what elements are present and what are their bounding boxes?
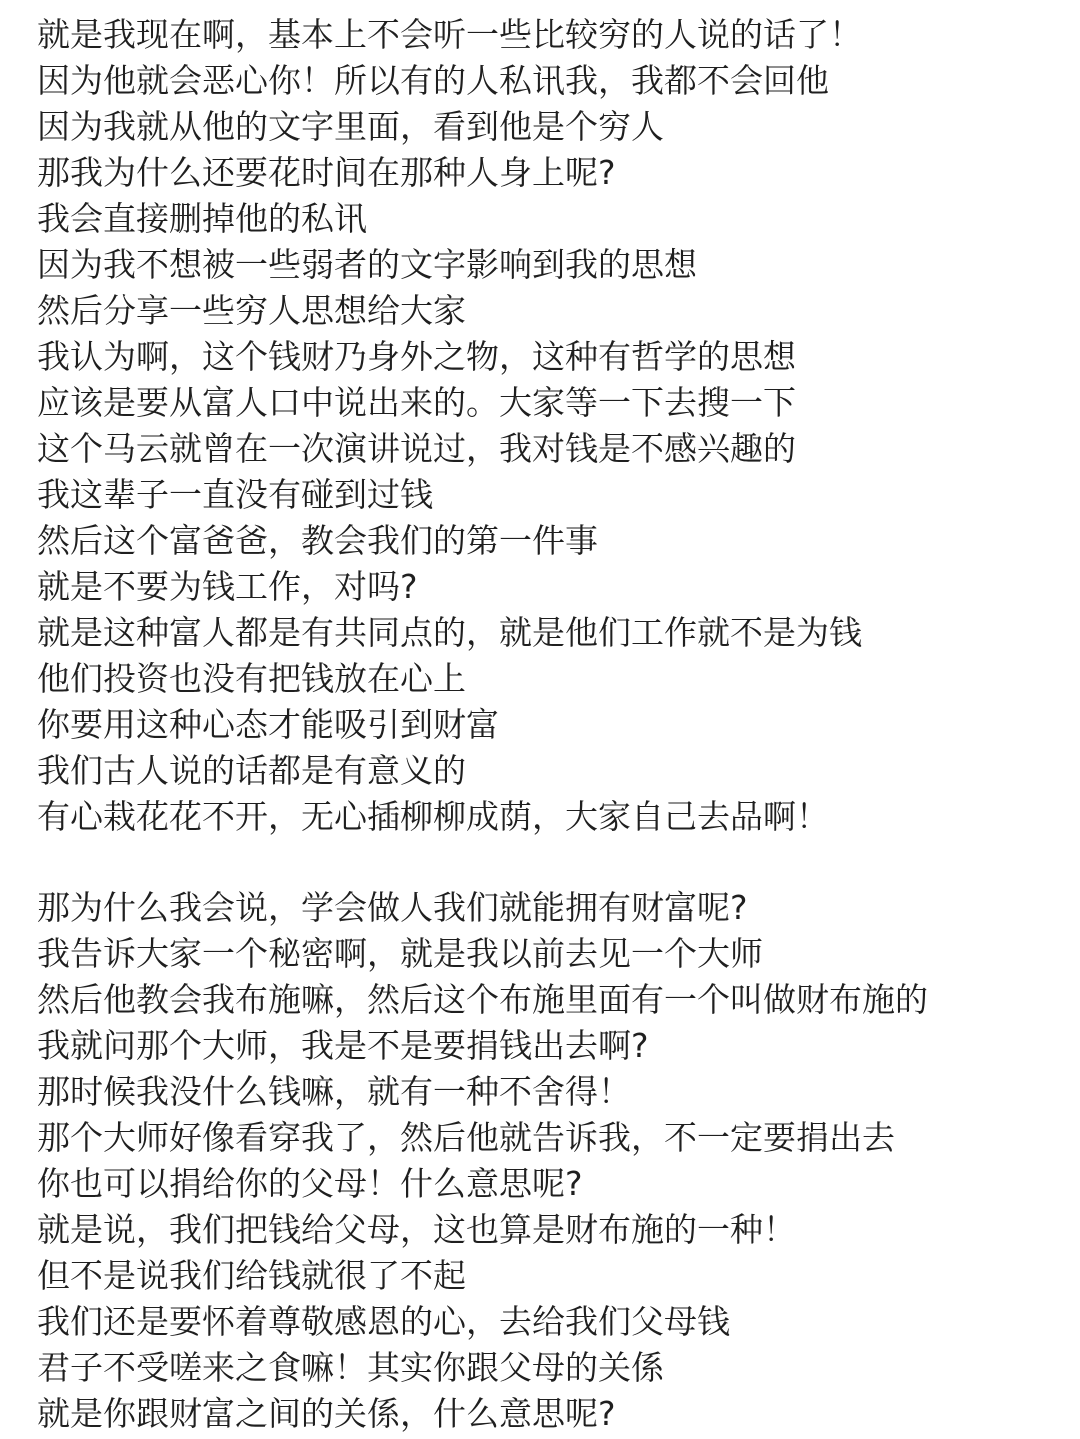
- text-line: 你要用这种心态才能吸引到财富: [37, 705, 499, 744]
- text-line: 那我为什么还要花时间在那种人身上呢?: [37, 153, 616, 192]
- text-line: 君子不受嗟来之食嘛！其实你跟父母的关係: [37, 1348, 664, 1387]
- text-line: 我认为啊，这个钱财乃身外之物，这种有哲学的思想: [37, 337, 796, 376]
- text-line: 就是说，我们把钱给父母，这也算是财布施的一种！: [37, 1210, 796, 1249]
- paragraph-gap: [37, 840, 1067, 885]
- paragraph-2: [37, 885, 1067, 1437]
- text-line: 我告诉大家一个秘密啊，就是我以前去见一个大师: [37, 934, 763, 973]
- text-line: 那时候我没什么钱嘛，就有一种不舍得！: [37, 1072, 631, 1111]
- text-line: 这个马云就曾在一次演讲说过，我对钱是不感兴趣的: [37, 429, 796, 468]
- text-line: 然后他教会我布施嘛，然后这个布施里面有一个叫做财布施的: [37, 980, 928, 1019]
- text-line: 我们古人说的话都是有意义的: [37, 751, 466, 790]
- text-line: 有心栽花花不开，无心插柳柳成荫，大家自己去品啊！: [37, 797, 829, 836]
- text-line: 你也可以捐给你的父母！什么意思呢?: [37, 1164, 583, 1203]
- text-line: 因为我就从他的文字里面，看到他是个穷人: [37, 107, 664, 146]
- text-line: 我就问那个大师，我是不是要捐钱出去啊?: [37, 1026, 649, 1065]
- text-line: 就是这种富人都是有共同点的，就是他们工作就不是为钱: [37, 613, 862, 652]
- text-line: 就是你跟财富之间的关係，什么意思呢?: [37, 1394, 616, 1433]
- text-line: 我这辈子一直没有碰到过钱: [37, 475, 433, 514]
- text-line: 那个大师好像看穿我了，然后他就告诉我，不一定要捐出去: [37, 1118, 895, 1157]
- text-line: 因为我不想被一些弱者的文字影响到我的思想: [37, 245, 697, 284]
- text-line: 我们还是要怀着尊敬感恩的心，去给我们父母钱: [37, 1302, 730, 1341]
- text-line: 那为什么我会说，学会做人我们就能拥有财富呢?: [37, 888, 748, 927]
- text-line: 然后分享一些穷人思想给大家: [37, 291, 466, 330]
- paragraph-1: [37, 12, 1067, 840]
- text-line: 就是我现在啊，基本上不会听一些比较穷的人说的话了！: [37, 15, 862, 54]
- text-line: 然后这个富爸爸，教会我们的第一件事: [37, 521, 598, 560]
- text-line: 就是不要为钱工作，对吗?: [37, 567, 418, 606]
- text-line: 我会直接删掉他的私讯: [37, 199, 367, 238]
- text-line: 因为他就会恶心你！所以有的人私讯我，我都不会回他: [37, 61, 829, 100]
- text-line: 应该是要从富人口中说出来的。大家等一下去搜一下: [37, 383, 796, 422]
- text-line: 但不是说我们给钱就很了不起: [37, 1256, 466, 1295]
- text-line: 他们投资也没有把钱放在心上: [37, 659, 466, 698]
- document-body: [37, 12, 1067, 1437]
